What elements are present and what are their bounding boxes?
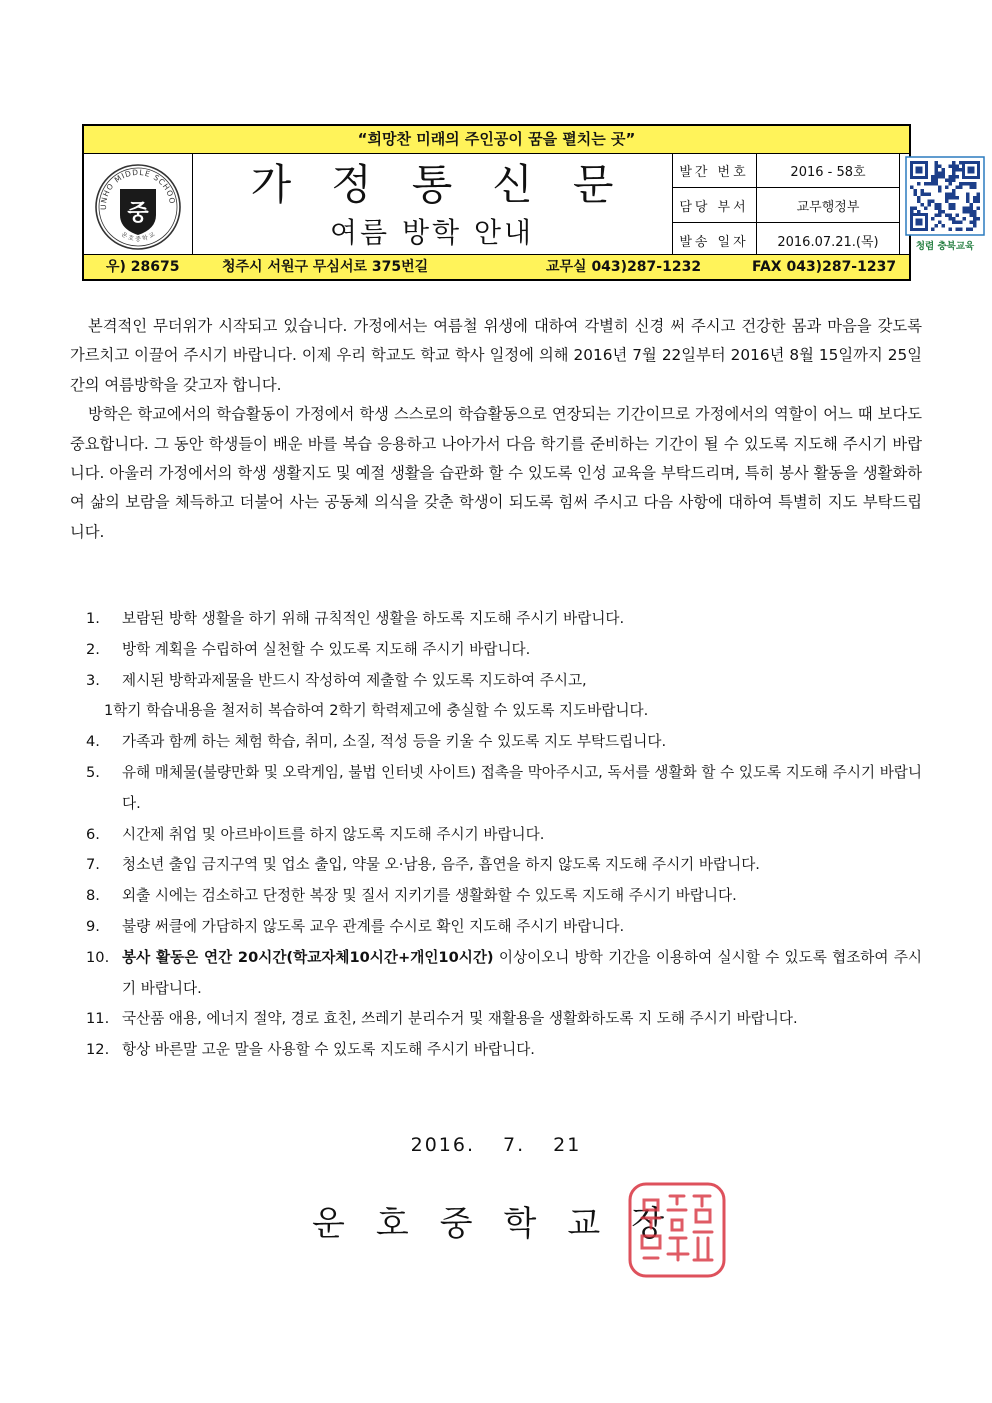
list-item xyxy=(86,943,922,1005)
item-number: 6. xyxy=(86,825,100,843)
qr-block xyxy=(900,153,975,257)
date-year: 2016. xyxy=(410,1134,476,1156)
info-row xyxy=(672,188,900,223)
issue-date xyxy=(0,1134,992,1156)
list-item xyxy=(86,1004,922,1035)
item-number: 11. xyxy=(86,1010,110,1028)
qr-caption: 청렴 충북교육 xyxy=(915,241,975,252)
list-item xyxy=(86,666,922,697)
guidance-list xyxy=(86,604,922,1066)
newsletter-header xyxy=(82,124,975,281)
header-middle xyxy=(84,153,975,257)
item-text: 1학기 학습내용을 철저히 복습하여 2학기 학력제고에 충실할 수 있도록 지도바랍니다. xyxy=(104,702,649,720)
list-item xyxy=(86,820,922,851)
logo-ring-bottom: 운 호 중 학 교 xyxy=(119,231,157,243)
list-item xyxy=(86,604,922,635)
info-label: 발송 일자 xyxy=(672,223,757,258)
item-number: 12. xyxy=(86,1041,110,1059)
contact-bar xyxy=(84,254,909,279)
title-block xyxy=(192,153,673,257)
list-item xyxy=(86,881,922,912)
intro-text xyxy=(70,312,922,547)
school-principal-signature: 운호중학교장 xyxy=(312,1204,696,1244)
list-item-continuation xyxy=(86,696,922,727)
list-item xyxy=(86,635,922,666)
item-text: 국산품 애용, 에너지 절약, 경로 효친, 쓰레기 분리수거 및 재활용을 생활화하도록 지 도해 주시기 바랍니다. xyxy=(122,1010,798,1028)
qr-code-icon xyxy=(900,153,991,257)
item-text: 시간제 취업 및 아르바이트를 하지 않도록 지도해 주시기 바랍니다. xyxy=(122,825,545,843)
item-number: 9. xyxy=(86,917,100,935)
phone-number: 교무실 043)287-1232 xyxy=(546,259,702,275)
item-text: 방학 계획을 수립하여 실천할 수 있도록 지도해 주시기 바랍니다. xyxy=(122,640,531,658)
info-value: 2016.07.21.(목) xyxy=(757,223,900,258)
item-text: 제시된 방학과제물을 반드시 작성하여 제출할 수 있도록 지도하여 주시고, xyxy=(122,671,587,689)
list-item xyxy=(86,1035,922,1066)
item-text: 항상 바른말 고운 말을 사용할 수 있도록 지도해 주시기 바랍니다. xyxy=(122,1041,535,1059)
school-emblem-icon xyxy=(84,153,192,257)
list-item xyxy=(86,727,922,758)
info-value: 교무행정부 xyxy=(757,188,900,223)
intro-paragraph: 방학은 학교에서의 학습활동이 가정에서 학생 스스로의 학습활동으로 연장되는 기간이므로 가정에서의 역할이 어느 때 보다도 중요합니다. 그 동안 학생들이 배운 바를 복습 응용하고 나아가서 다음 학기를 준비하는 기간이 될 수 있도록 지도해 주시기 바랍니다. 아울러 가정에서의 학생 생활지도 및 예절 생활을 습관화 할 수 있도록 인성 교육을 부탁드리며, 특히 봉사 활동을 생활화하여 삶의 보람을 체득하고 더불어 사는 공동체 의식을 갖춘 학생이 되도록 힘써 주시고 다음 사항에 대하여 특별히 지도 부탁드립니다. xyxy=(70,405,922,541)
item-number: 4. xyxy=(86,733,100,751)
intro-paragraph: 본격적인 무더위가 시작되고 있습니다. 가정에서는 여름철 위생에 대하여 각별히 신경 써 주시고 건강한 몸과 마음을 갖도록 가르치고 이끌어 주시기 바랍니다. 이제 우리 학교도 학교 학사 일정에 의해 2016년 7월 22일부터 2016년 8월 15일까지 25일간의 여름방학을 갖고자 합니다. xyxy=(70,317,922,394)
info-label: 담당 부서 xyxy=(672,188,757,223)
item-text: 외출 시에는 검소하고 단정한 복장 및 질서 지키기를 생활화할 수 있도록 지도해 주시기 바랍니다. xyxy=(122,887,737,905)
item-bold-text: 봉사 활동은 연간 20시간(학교자체10시간+개인10시간) xyxy=(122,948,494,966)
item-text: 가족과 함께 하는 체험 학습, 취미, 소질, 적성 등을 키울 수 있도록 지도 부탁드립니다. xyxy=(122,733,667,751)
date-day: 21 xyxy=(553,1134,582,1156)
list-item xyxy=(86,850,922,881)
item-number: 1. xyxy=(86,610,100,627)
item-text: 이상이오니 방학 기간을 이용하여 실시할 수 있도록 협조하여 주시기 바랍니다. xyxy=(122,948,923,997)
page-subtitle: 여름 방학 안내 xyxy=(329,216,535,249)
info-value: 2016 - 58호 xyxy=(757,153,900,188)
item-number: 7. xyxy=(86,856,100,874)
item-number: 5. xyxy=(86,763,100,781)
item-text: 보람된 방학 생활을 하기 위해 규칙적인 생활을 하도록 지도해 주시기 바랍니다. xyxy=(122,610,625,627)
date-month: 7. xyxy=(503,1134,526,1156)
fax-number: FAX 043)287-1237 xyxy=(752,259,897,275)
item-number: 10. xyxy=(86,948,110,966)
address: 청주시 서원구 무심서로 375번길 xyxy=(222,259,429,275)
page-title: 가정통신문 xyxy=(250,160,654,209)
item-number: 2. xyxy=(86,640,100,658)
list-item xyxy=(86,912,922,943)
item-text: 청소년 출입 금지구역 및 업소 출입, 약물 오·남용, 음주, 흡연을 하지 않도록 지도해 주시기 바랍니다. xyxy=(122,856,760,874)
issue-info-table xyxy=(672,153,900,257)
logo-character: 중 xyxy=(127,201,149,226)
item-text: 유해 매체물(불량만화 및 오락게임, 불법 인터넷 사이트) 접촉을 막아주시고, 독서를 생활화 할 수 있도록 지도해 주시기 바랍니다. xyxy=(122,763,922,812)
item-number: 8. xyxy=(86,887,100,905)
item-number: 3. xyxy=(86,671,100,689)
info-row xyxy=(672,223,900,258)
official-seal-icon xyxy=(626,1180,728,1280)
item-text: 불량 써클에 가담하지 않도록 교우 관계를 수시로 확인 지도해 주시기 바랍니다. xyxy=(122,917,625,935)
logo-ring-text: UNHO MIDDLE SCHOO xyxy=(98,167,177,210)
slogan: “희망찬 미래의 주인공이 꿈을 펼치는 곳” xyxy=(84,126,909,154)
info-row xyxy=(672,153,900,188)
info-label: 발간 번호 xyxy=(672,153,757,188)
list-item xyxy=(86,758,922,820)
school-logo xyxy=(84,153,193,257)
zip-code: 우) 28675 xyxy=(106,259,180,275)
